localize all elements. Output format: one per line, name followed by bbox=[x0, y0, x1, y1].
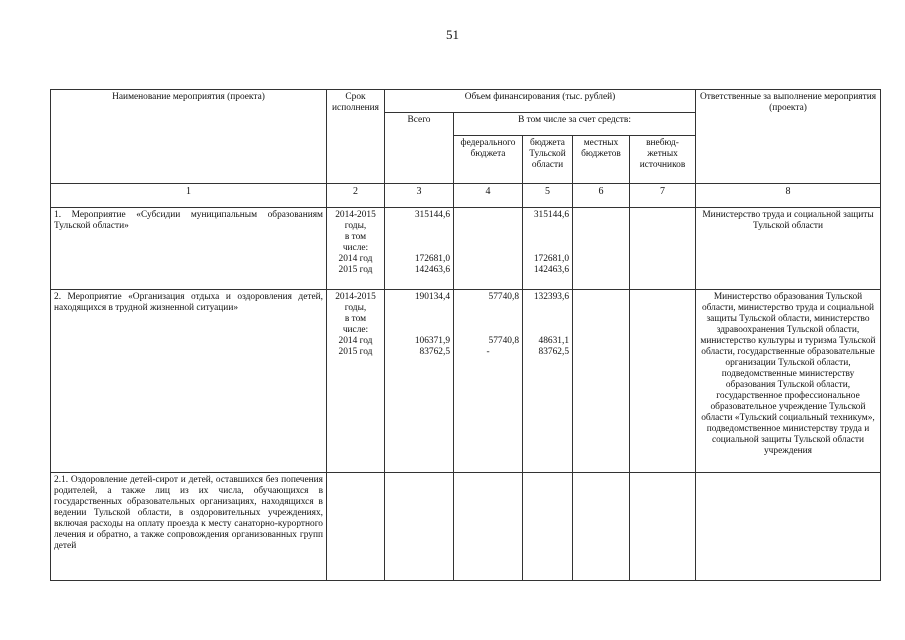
row-2-1-total bbox=[385, 473, 454, 581]
column-number: 1 bbox=[51, 184, 327, 208]
row-2-1-name: 2.1. Оздоровление детей-сирот и детей, оставшихся без попечения родителей, а также лиц из их числа, обучающихся в государственных образовательных организациях, находящихся в ведении Тульской области, в оздоровительных учреждениях, включая расходы на оплату проезда к месту санаторно-курортного лечения и обратно, а также сопровождения организованных групп детей bbox=[51, 473, 327, 581]
row-1-federal bbox=[454, 208, 523, 290]
row-2-term: 2014-2015 годы, в том числе: 2014 год 2015 год bbox=[327, 290, 385, 473]
row-2-1-federal bbox=[454, 473, 523, 581]
column-number: 7 bbox=[630, 184, 696, 208]
row-2-local bbox=[573, 290, 630, 473]
header-local: местных бюджетов bbox=[573, 136, 630, 184]
header-term: Срок исполнения bbox=[327, 90, 385, 184]
row-2-total: 190134,4 106371,9 83762,5 bbox=[385, 290, 454, 473]
row-1-name: 1. Мероприятие «Субсидии муниципальным образованиям Тульской области» bbox=[51, 208, 327, 290]
header-name: Наименование мероприятия (проекта) bbox=[51, 90, 327, 184]
row-2-name: 2. Мероприятие «Организация отдыха и оздоровления детей, находящихся в трудной жизненной ситуации» bbox=[51, 290, 327, 473]
header-regional: бюджета Тульской области bbox=[523, 136, 573, 184]
column-number: 2 bbox=[327, 184, 385, 208]
row-1-term: 2014-2015 годы, в том числе: 2014 год 2015 год bbox=[327, 208, 385, 290]
row-2-regional: 132393,6 48631,1 83762,5 bbox=[523, 290, 573, 473]
row-2-1-extra bbox=[630, 473, 696, 581]
row-2-federal: 57740,8 57740,8 - bbox=[454, 290, 523, 473]
row-2-1-regional bbox=[523, 473, 573, 581]
column-number: 5 bbox=[523, 184, 573, 208]
row-1-regional: 315144,6 172681,0 142463,6 bbox=[523, 208, 573, 290]
table-row bbox=[51, 290, 881, 473]
header-financing: Объем финансирования (тыс. рублей) bbox=[385, 90, 696, 113]
row-2-1-local bbox=[573, 473, 630, 581]
header-federal: федерального бюджета bbox=[454, 136, 523, 184]
header-responsible: Ответственные за выполнение мероприятия (проекта) bbox=[696, 90, 881, 184]
row-2-1-responsible bbox=[696, 473, 881, 581]
row-1-extra bbox=[630, 208, 696, 290]
row-2-responsible: Министерство образования Тульской области, министерство труда и социальной защиты Тульской области, министерство здравоохранения Тульской области, министерство культуры и туризма Тульской области, государственные образовательные организации Тульской области, подведомственные министерству образования Тульской области, государственное профессиональное образовательное учреждение Тульской области «Тульский социальный техникум», подведомственное министерству труда и социальной защиты Тульской области учреждения bbox=[696, 290, 881, 473]
row-1-local bbox=[573, 208, 630, 290]
financing-table bbox=[50, 89, 881, 581]
row-1-responsible: Министерство труда и социальной защиты Тульской области bbox=[696, 208, 881, 290]
table-row bbox=[51, 473, 881, 581]
column-number: 3 bbox=[385, 184, 454, 208]
header-extra: внебюд-жетных источников bbox=[630, 136, 696, 184]
header-including: В том числе за счет средств: bbox=[454, 113, 696, 136]
page-number: 51 bbox=[446, 27, 459, 42]
header-total: Всего bbox=[385, 113, 454, 184]
table-row bbox=[51, 208, 881, 290]
column-number: 6 bbox=[573, 184, 630, 208]
row-1-total: 315144,6 172681,0 142463,6 bbox=[385, 208, 454, 290]
column-number: 8 bbox=[696, 184, 881, 208]
row-2-1-term bbox=[327, 473, 385, 581]
column-number: 4 bbox=[454, 184, 523, 208]
row-2-extra bbox=[630, 290, 696, 473]
